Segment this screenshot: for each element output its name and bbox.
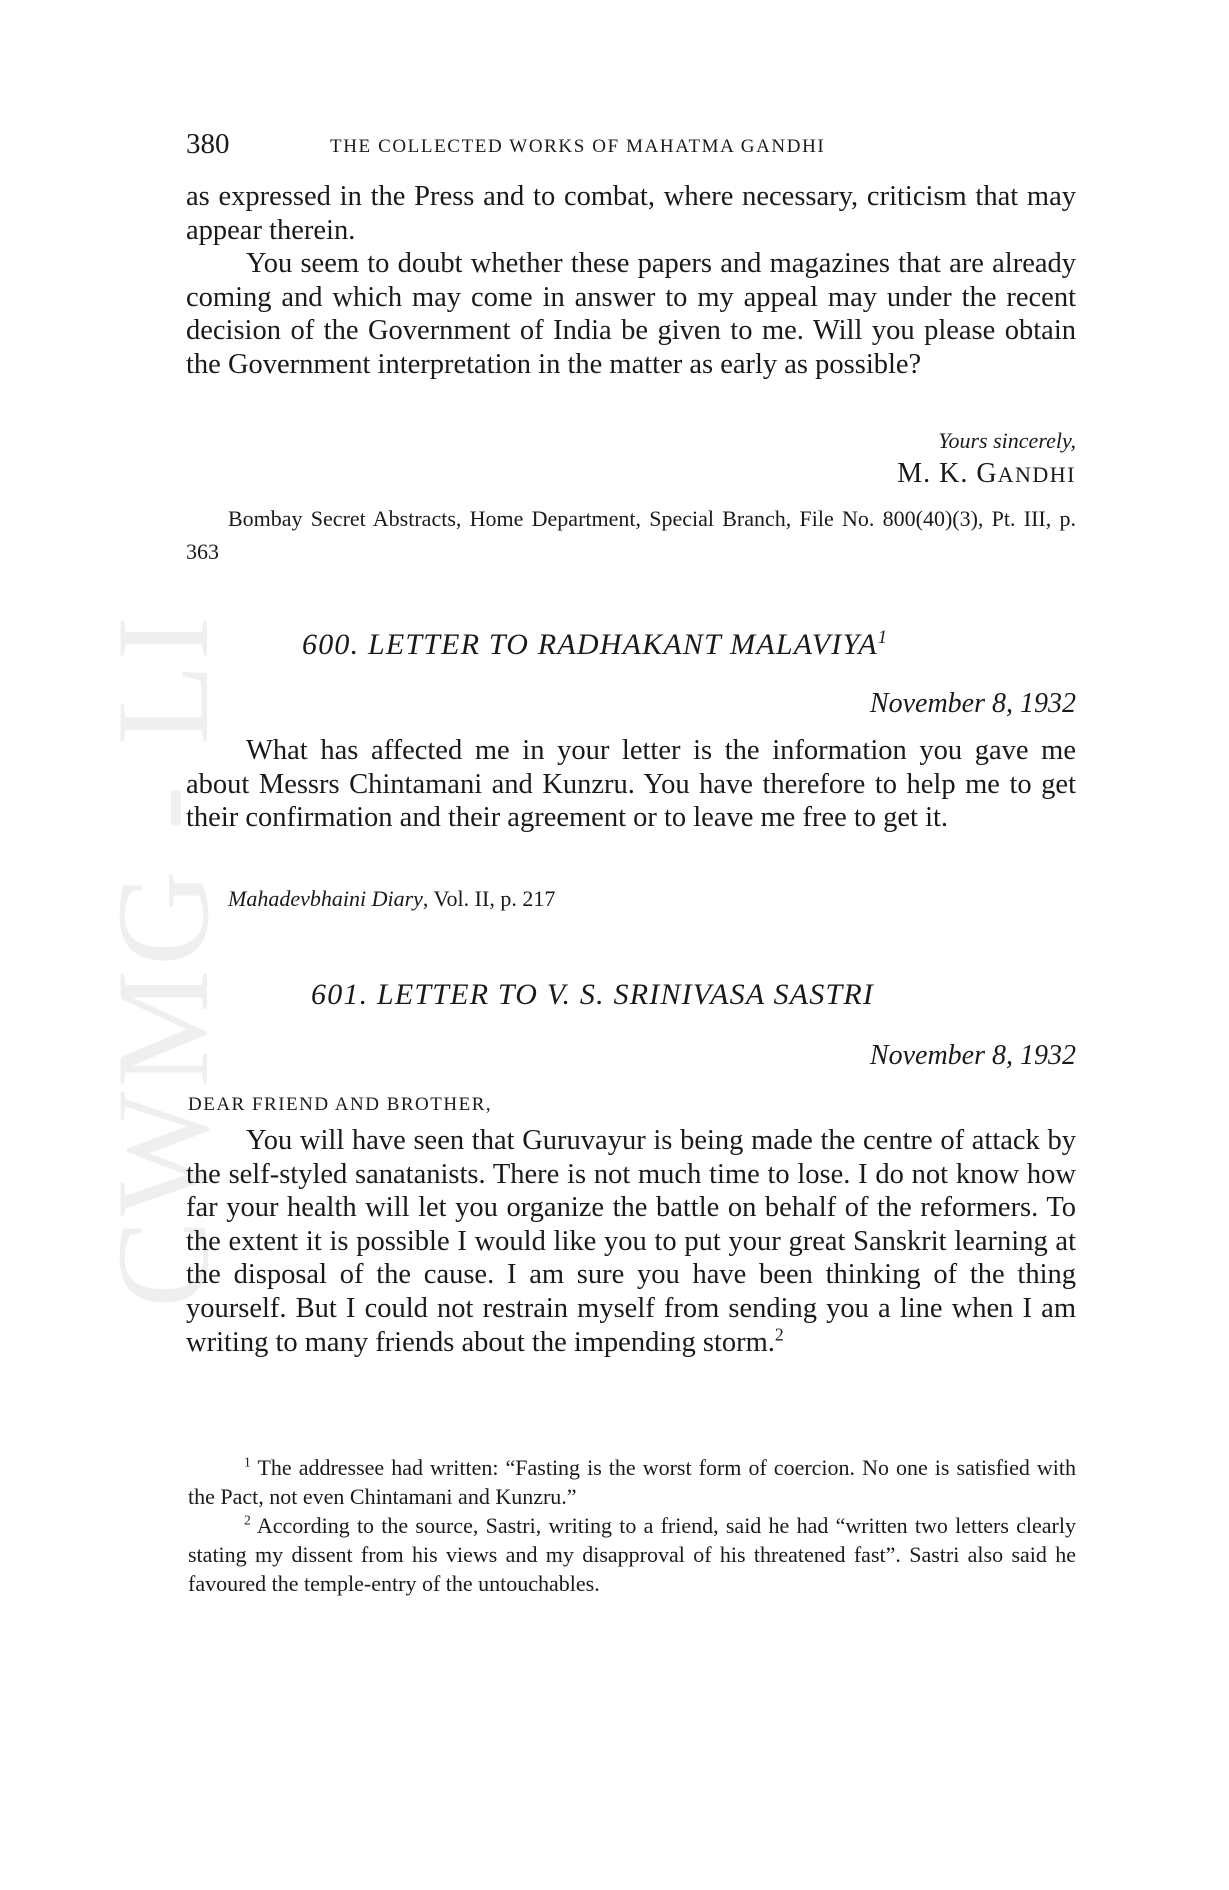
page-header bbox=[186, 128, 1076, 168]
paragraph: What has affected me in your letter is the information you gave me about Messrs Chintamani and Kunzru. You have therefore to help me to get their confirmation and their agreement or to leave me free to get it. bbox=[186, 735, 1076, 834]
source-text: Bombay Secret Abstracts, Home Department, Special Branch, File No. 800(40)(3), Pt. III, p. 363 bbox=[186, 506, 1076, 564]
body-text: You will have seen that Guruvayur is being made the centre of attack by the self-styled sanatanists. There is not much time to lose. I do not know how far your health will let you organize the battle on behalf of the reformers. To the extent it is possible I would like you to put your great Sanskrit learning at the disposal of the cause. I am sure you have been thinking of the thing yourself. But I could not restrain myself from sending you a line when I am writing to many friends about the impending storm. bbox=[186, 1125, 1076, 1358]
footnote bbox=[188, 1511, 1076, 1598]
closing: Yours sincerely, bbox=[938, 428, 1076, 453]
page-number: 380 bbox=[186, 128, 230, 160]
letter-601-title: 601. LETTER TO V. S. SRINIVASA SASTRI bbox=[311, 978, 875, 1011]
footnote-text: The addressee had written: “Fasting is the worst form of coercion. No one is satisfied with the Pact, not even Chintamani and Kunzru.” bbox=[188, 1455, 1076, 1509]
footnote-ref: 2 bbox=[774, 1324, 784, 1345]
letter-600-source bbox=[228, 882, 1076, 915]
title-text: 600. LETTER TO RADHAKANT MALAVIYA bbox=[302, 628, 878, 661]
paragraph bbox=[186, 1124, 1076, 1359]
footnotes bbox=[188, 1453, 1076, 1598]
signature-initials: M. K. G bbox=[897, 458, 998, 489]
source-rest: , Vol. II, p. 217 bbox=[422, 886, 556, 911]
continuation-text bbox=[186, 180, 1076, 382]
running-title: THE COLLECTED WORKS OF MAHATMA GANDHI bbox=[330, 136, 826, 157]
paragraph: as expressed in the Press and to combat, where necessary, criticism that may appear therein. bbox=[186, 181, 1076, 246]
footnote-text: According to the source, Sastri, writing to a friend, said he had “written two letters clearly stating my dissent from his views and my disapproval of his threatened fast”. Sastri also said he favoured the temple-entry of the untouchables. bbox=[188, 1513, 1076, 1596]
source-citation bbox=[186, 502, 1076, 568]
letter-600-date: November 8, 1932 bbox=[869, 688, 1076, 719]
footnote-mark: 2 bbox=[244, 1512, 251, 1528]
footnote bbox=[188, 1453, 1076, 1511]
salutation: DEAR FRIEND AND BROTHER, bbox=[188, 1094, 493, 1115]
letter-601-date: November 8, 1932 bbox=[869, 1040, 1076, 1071]
letter-601-body bbox=[186, 1124, 1076, 1359]
signature bbox=[897, 458, 1076, 490]
signature-rest: ANDHI bbox=[997, 462, 1076, 487]
footnote-ref: 1 bbox=[877, 627, 889, 648]
source-title: Mahadevbhaini Diary bbox=[228, 886, 423, 911]
paragraph: You seem to doubt whether these papers and magazines that are already coming and which may come in answer to my appeal may under the recent decision of the Government of India be given to me. Will you please obtain the Government interpretation in the matter as early as possible? bbox=[186, 248, 1076, 380]
footnote-mark: 1 bbox=[244, 1454, 251, 1470]
watermark: CWMG - LI bbox=[89, 612, 236, 1308]
letter-600-title bbox=[302, 628, 888, 662]
letter-600-body bbox=[186, 734, 1076, 835]
